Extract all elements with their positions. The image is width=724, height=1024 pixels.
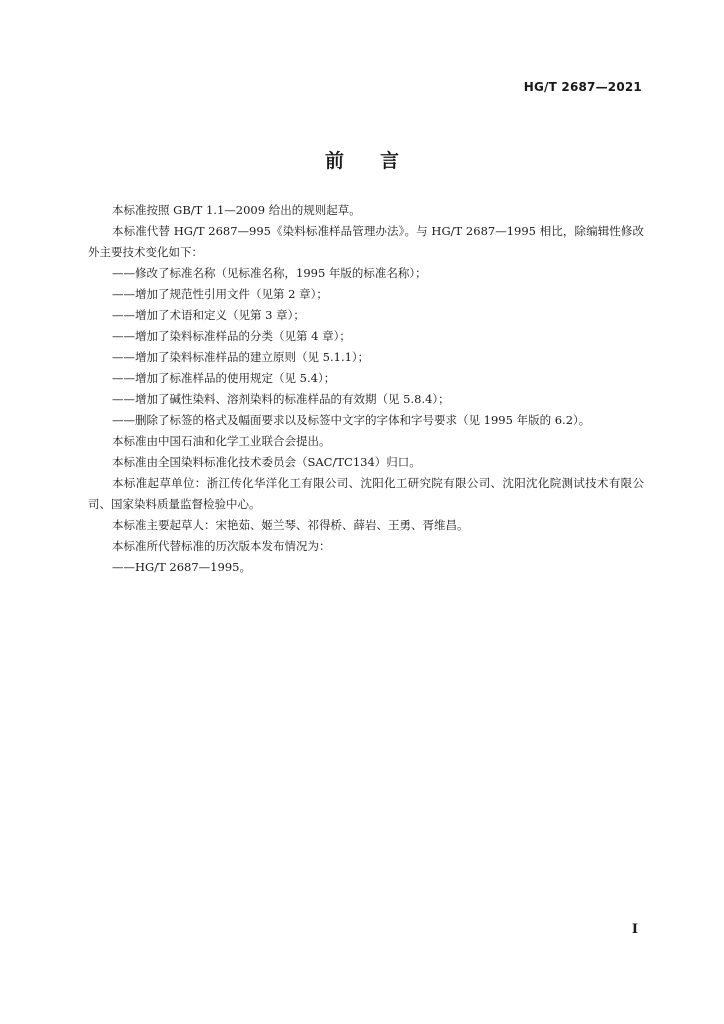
change-item: ——增加了碱性染料、溶剂染料的标准样品的有效期（见 5.8.4）； [112, 392, 450, 406]
page-number: I [631, 922, 638, 937]
paragraph-centralized: 本标准由全国染料标准化技术委员会（SAC/TC134）归口。 [112, 455, 421, 469]
change-item: ——修改了标准名称（见标准名称，1995 年版的标准名称）； [112, 266, 427, 280]
paragraph-drafting-rules: 本标准按照 GB/T 1.1—2009 给出的规则起草。 [112, 203, 361, 217]
change-item: ——增加了规范性引用文件（见第 2 章）； [112, 287, 328, 301]
paragraph-drafters: 本标准主要起草人：宋艳茹、姬兰琴、祁得桥、薛岩、王勇、胥维昌。 [112, 518, 469, 532]
change-item: ——增加了术语和定义（见第 3 章）； [112, 308, 305, 322]
change-item: ——增加了标准样品的使用规定（见 5.4）； [112, 371, 336, 385]
change-item: ——增加了染料标准样品的分类（见第 4 章）； [112, 329, 351, 343]
change-item: ——删除了标签的格式及幅面要求以及标签中文字的字体和字号要求（见 1995 年版的 6.2）。 [112, 413, 591, 427]
paragraph-drafting-units: 本标准起草单位：浙江传化华洋化工有限公司、沈阳化工研究院有限公司、沈阳沈化院测试技术有限公司、国家染料质量监督检验中心。 [88, 476, 644, 511]
page-title: 前言 [324, 150, 435, 172]
paragraph-history: 本标准所代替标准的历次版本发布情况为： [112, 539, 331, 553]
paragraph-replacement: 本标准代替 HG/T 2687—995《染料标准样品管理办法》。与 HG/T 2687—1995 相比，除编辑性修改外主要技术变化如下： [88, 224, 644, 259]
foreword-body [88, 200, 644, 578]
change-item: ——增加了染料标准样品的建立原则（见 5.1.1）； [112, 350, 370, 364]
paragraph-proposer: 本标准由中国石油和化学工业联合会提出。 [112, 434, 331, 448]
standard-code: HG/T 2687—2021 [523, 80, 642, 94]
history-item: ——HG/T 2687—1995。 [112, 560, 251, 574]
